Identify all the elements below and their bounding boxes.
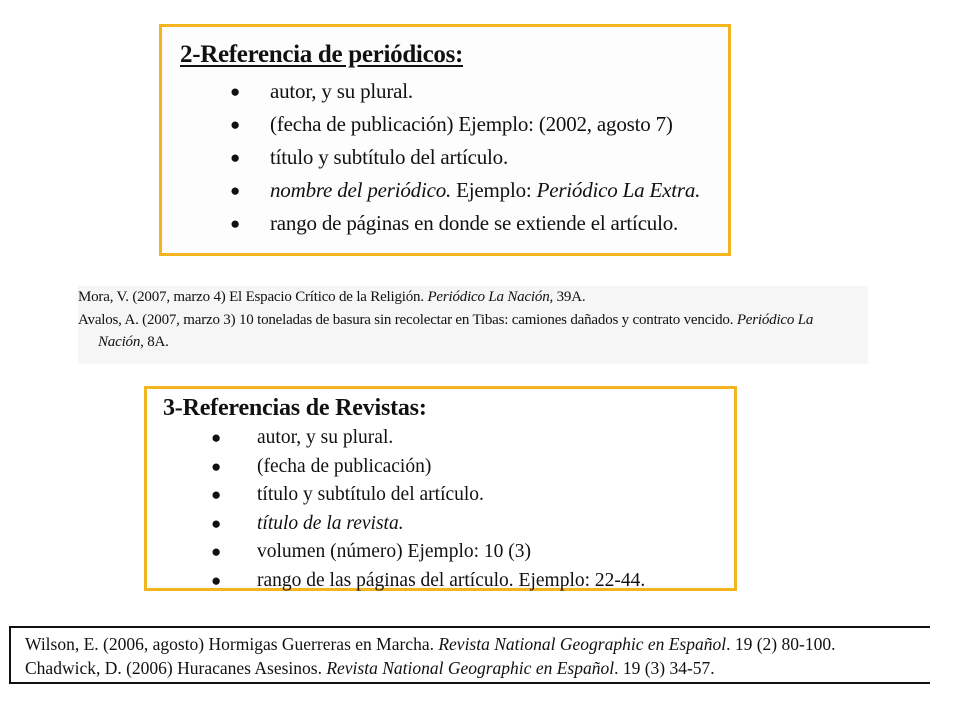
revistas-item [211, 567, 718, 596]
italic-text: Revista National Geographic en Español [326, 658, 615, 678]
revistas-title: 3-Referencias de Revistas: [163, 395, 427, 421]
italic-text: Periódico La Nación [427, 289, 550, 305]
text-segment: título y subtítulo del artículo. [257, 484, 484, 505]
bullet-icon: ● [230, 115, 241, 134]
text-segment: . 19 (3) 34-57. [614, 658, 715, 678]
italic-text: Revista National Geographic en Español [438, 634, 727, 654]
periodicos-item [230, 207, 710, 240]
text-segment: . 19 (2) 80-100. [726, 634, 836, 654]
revistas-item [211, 424, 718, 453]
bullet-icon: ● [211, 542, 222, 561]
reference-line [25, 656, 930, 680]
text-segment: , 39A. [549, 289, 586, 305]
periodicos-title: 2-Referencia de periódicos: [180, 41, 464, 68]
periodicos-item [230, 75, 710, 108]
revistas-item [211, 453, 718, 482]
bullet-icon: ● [230, 181, 241, 200]
bullet-icon: ● [211, 456, 222, 476]
italic-text: Periódico La Extra. [536, 178, 701, 202]
revistas-examples [9, 626, 930, 684]
text-segment: (fecha de publicación) [257, 455, 432, 477]
revistas-box [144, 386, 737, 591]
text-segment: autor, y su plural. [270, 79, 413, 103]
text-segment: Avalos, A. (2007, marzo 3) 10 toneladas de basura sin recolectar en Tibas: camiones dañados y contrato vencido. [78, 311, 737, 328]
text-segment: (fecha de publicación) Ejemplo: (2002, agosto 7) [270, 112, 673, 136]
periodicos-item [230, 141, 710, 174]
revistas-item [211, 481, 718, 510]
bullet-icon: ● [211, 485, 222, 504]
text-segment: Chadwick, D. (2006) Huracanes Asesinos. [25, 658, 327, 678]
italic-text: Periódico La [736, 311, 814, 328]
bullet-icon: ● [211, 570, 222, 590]
reference-line [78, 331, 868, 354]
bullet-icon: ● [211, 428, 222, 447]
bullet-icon: ● [230, 148, 241, 167]
revistas-item [211, 538, 718, 567]
bullet-icon: ● [211, 513, 222, 533]
periodicos-item [230, 108, 710, 141]
text-segment: autor, y su plural. [257, 427, 394, 448]
text-segment: Ejemplo: [451, 178, 537, 202]
revistas-item [211, 510, 718, 539]
text-segment: rango de páginas en donde se extiende el artículo. [270, 211, 679, 235]
text-segment: Wilson, E. (2006, agosto) Hormigas Guerreras en Marcha. [25, 634, 439, 654]
text-segment: Mora, V. (2007, marzo 4) El Espacio Crítico de la Religión. [78, 289, 428, 305]
periodicos-examples [78, 286, 868, 364]
revistas-list [163, 424, 718, 595]
text-segment: , 8A. [140, 334, 169, 350]
text-segment: rango de las páginas del artículo. Ejemplo: 22-44. [257, 569, 646, 591]
periodicos-item [230, 174, 710, 207]
italic-text: Nación [98, 334, 141, 350]
periodicos-box [159, 24, 731, 256]
italic-text: nombre del periódico. [270, 178, 452, 202]
italic-text: título de la revista. [257, 512, 404, 534]
reference-line [78, 309, 868, 332]
bullet-icon: ● [230, 214, 241, 233]
reference-line [78, 286, 868, 309]
reference-line [25, 632, 930, 656]
text-segment: título y subtítulo del artículo. [270, 145, 508, 169]
text-segment: volumen (número) Ejemplo: 10 (3) [257, 541, 532, 562]
bullet-icon: ● [230, 82, 241, 101]
periodicos-list [180, 75, 710, 240]
